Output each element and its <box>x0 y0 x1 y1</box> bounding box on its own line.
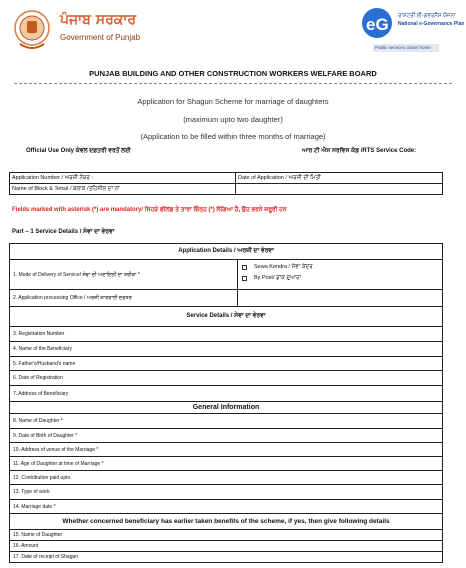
egov-logo-icon <box>357 6 397 40</box>
rts-service-code-label: ਆਰ ਟੀ ਐਸ ਸਰਵਿਸ ਕੋਡ /RTS Service Code: <box>302 148 417 154</box>
beneficiary-name-row[interactable]: 4. Name of the Beneficiary <box>9 342 443 357</box>
punjab-emblem-icon <box>12 8 52 54</box>
prev-daughter-name-row[interactable]: 15. Name of Daughter <box>9 530 443 541</box>
application-details-heading: Application Details / ਅਰਜ਼ੀ ਦਾ ਵੇਰਵਾ <box>9 243 443 260</box>
government-english-title: Government of Punjab <box>60 33 141 42</box>
type-work-row[interactable]: 13. Type of work <box>9 485 443 500</box>
application-info-table <box>9 172 443 195</box>
form-subtitle: (maximum upto two daughter) <box>183 115 283 124</box>
delivery-options <box>238 260 442 289</box>
application-date-field[interactable]: Date of Application / ਅਰਜ਼ੀ ਦੀ ਮਿਤੀ <box>236 173 443 184</box>
government-punjabi-title: ਪੰਜਾਬ ਸਰਕਾਰ <box>60 12 137 28</box>
processing-office-label: 2. Application processing Office / ਅਰਜ਼ੀ ਕਾਰਵਾਈ ਦਫ਼ਤਰ <box>10 290 238 306</box>
venue-address-row[interactable]: 10. Address of venue of the Marriage * <box>9 443 443 457</box>
ngp-tagline: Public services closer home <box>373 44 439 52</box>
general-information-heading: General Information <box>9 402 443 414</box>
option-by-post[interactable] <box>242 275 442 282</box>
date-receipt-row[interactable]: 17. Date of receipt of Shagun <box>9 552 443 563</box>
age-at-marriage-row[interactable]: 11. Age of Daughter at time of Marriage * <box>9 457 443 471</box>
official-use-label: Official Use Only ਕੇਵਲ ਦਫ਼ਤਰੀ ਵਰਤੋਂ ਲਈ <box>26 148 131 154</box>
page-header <box>0 0 466 62</box>
by-post-checkbox[interactable] <box>242 276 247 281</box>
father-husband-row[interactable]: 5. Father's/Husband's name <box>9 357 443 371</box>
sewa-kendra-label: Sewa Kendra / ਸੇਵਾ ਕੇਂਦਰ <box>254 264 313 270</box>
date-registration-row[interactable]: 6. Date of Registration <box>9 371 443 386</box>
marriage-date-row[interactable]: 14. Marriage date * <box>9 500 443 514</box>
block-tehsil-field[interactable]: Name of Block & Tehsil / ਬਲਾਕ /ਤਹਿਸੀਲ ਦਾ ਨਾਂ <box>10 184 236 195</box>
mode-of-delivery-row <box>9 260 443 290</box>
earlier-benefits-heading: Whether concerned beneficiary has earlier taken benefits of the scheme, if yes, then give following details <box>9 514 443 530</box>
svg-text:eG: eG <box>366 15 389 34</box>
empty-cell <box>236 184 443 195</box>
processing-office-row <box>9 290 443 307</box>
divider <box>14 83 452 84</box>
daughter-name-row[interactable]: 8. Name of Daughter * <box>9 414 443 429</box>
mandatory-note: Fields marked with asterisk (*) are mandatory/ ਜਿਹੜੇ ਫੀਲਡ ਤੇ ਤਾਰਾ ਚਿੰਨ੍ਹ (*) ਲੱਗਿਆ ਹੈ, ਉਹ ਭਰਨੇ ਜ਼ਰੂਰੀ ਹਨ <box>12 207 287 213</box>
board-title: PUNJAB BUILDING AND OTHER CONSTRUCTION WORKERS WELFARE BOARD <box>89 69 377 78</box>
address-beneficiary-row[interactable]: 7. Address of Beneficiary <box>9 386 443 402</box>
form-title: Application for Shagun Scheme for marriage of daughters <box>137 97 329 106</box>
amount-row[interactable]: 16. Amount <box>9 541 443 552</box>
service-form <box>9 243 443 563</box>
sewa-kendra-checkbox[interactable] <box>242 265 247 270</box>
ngp-punjabi-title: ਰਾਸ਼ਟਰੀ ਈ-ਗਵਰਨੈਂਸ ਯੋਜਨਾ <box>398 13 456 19</box>
mode-of-delivery-label: 1. Mode of Delivery of Service/ ਸੇਵਾ ਦੀ ਅਦਾਇਗੀ ਦਾ ਤਰੀਕਾ * <box>10 260 238 289</box>
daughter-dob-row[interactable]: 9. Date of Birth of Daughter * <box>9 429 443 443</box>
ngp-english-title: National e-Governance Plan <box>398 21 465 27</box>
option-sewa-kendra[interactable] <box>242 264 442 271</box>
part-heading: Part – 1 Service Details / ਸੇਵਾ ਦਾ ਵੇਰਵਾ <box>12 229 115 235</box>
registration-number-row[interactable]: 3. Registration Number <box>9 327 443 342</box>
form-instruction: (Application to be filled within three months of marriage) <box>140 132 326 141</box>
processing-office-input[interactable] <box>238 290 442 306</box>
by-post-label: By Post/ ਡਾਕ ਦੁਆਰਾ <box>254 275 302 281</box>
service-details-heading: Service Details / ਸੇਵਾ ਦਾ ਵੇਰਵਾ <box>9 307 443 327</box>
contribution-row[interactable]: 12. Contribution paid upto <box>9 471 443 485</box>
application-number-field[interactable]: Application Number / ਅਰਜ਼ੀ ਨੰਬਰ : <box>10 173 236 184</box>
